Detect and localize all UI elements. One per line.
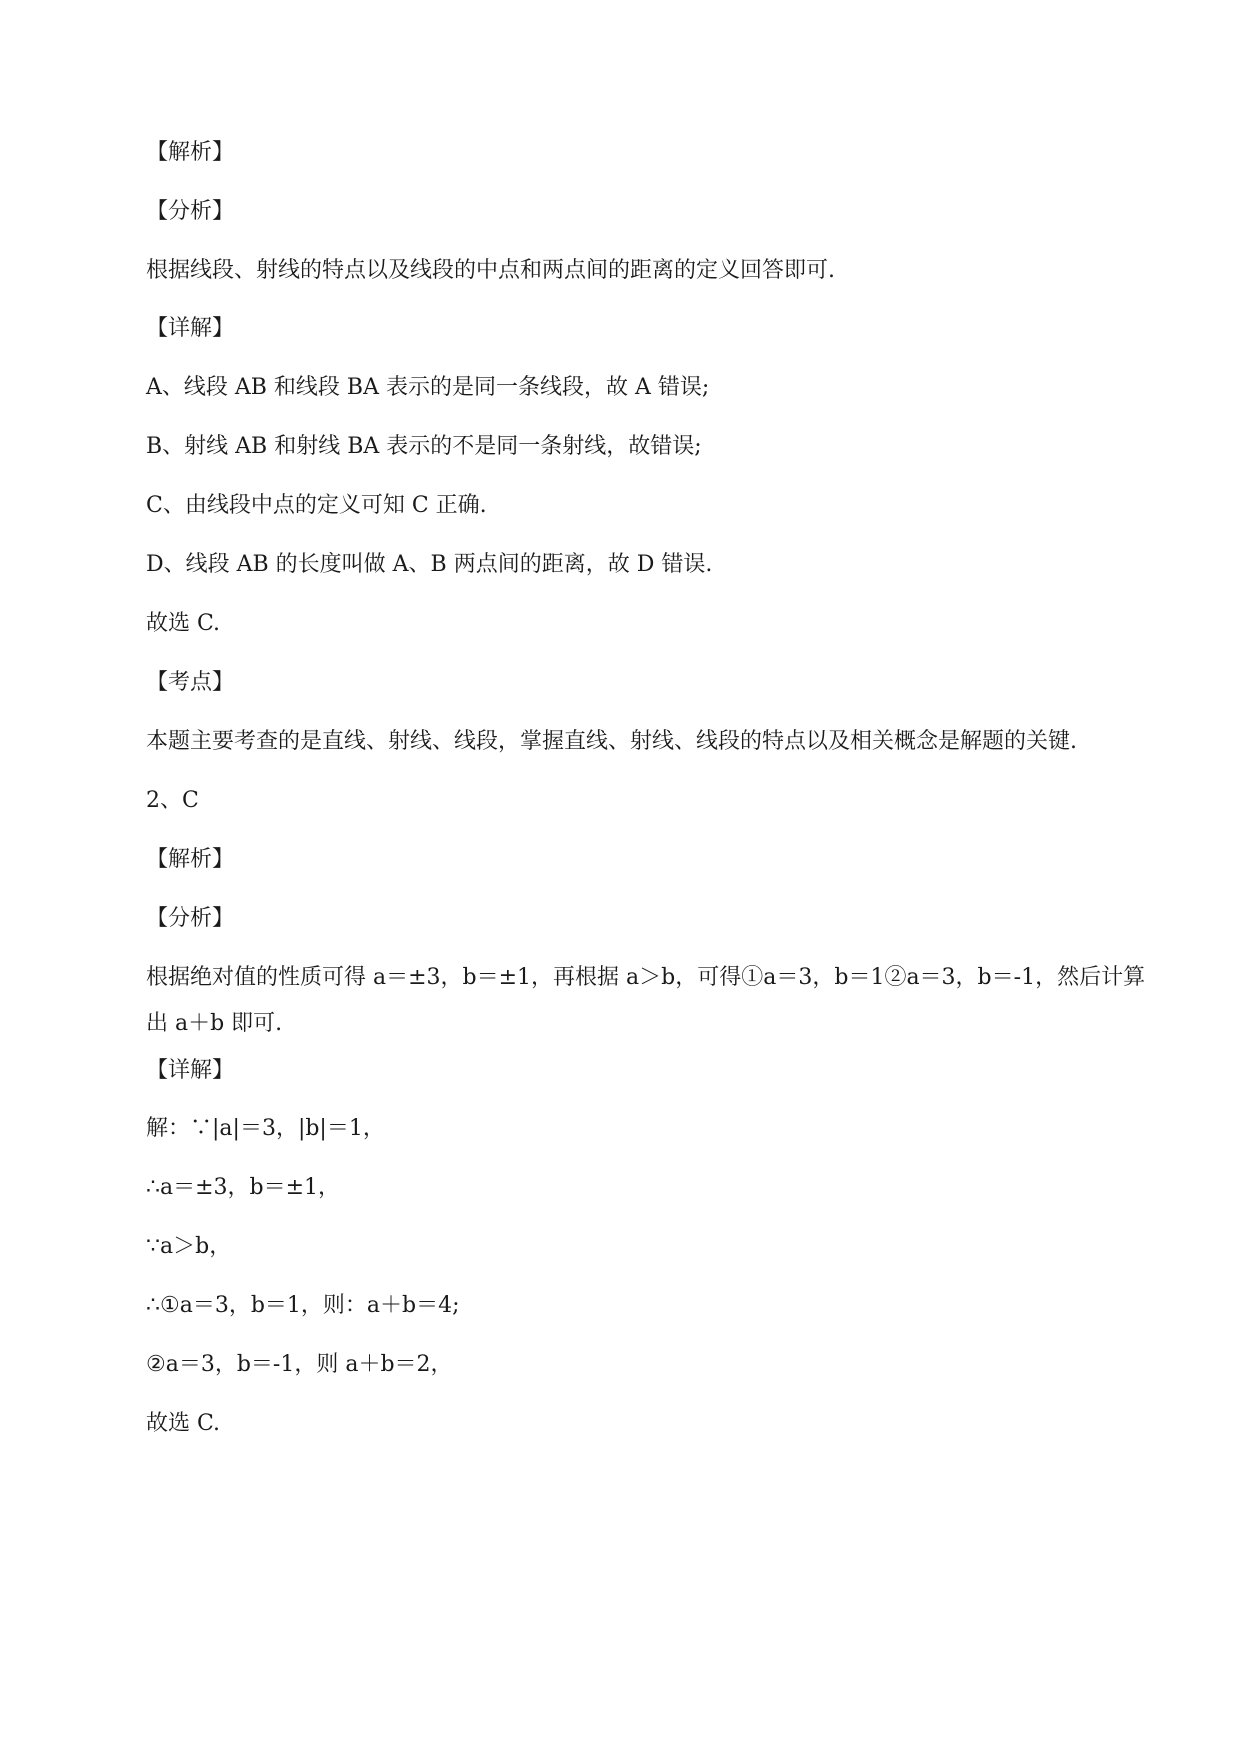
q1-fenxi-heading: 【分析】 — [146, 199, 235, 224]
q2-number: 2、C — [146, 788, 199, 813]
q1-choice: 故选 C. — [146, 611, 221, 636]
q2-xiangjie-heading: 【详解】 — [146, 1058, 235, 1083]
q1-kaodian-heading: 【考点】 — [146, 670, 235, 695]
q1-jiexi-heading: 【解析】 — [146, 140, 235, 165]
q2-step-1: 解：∵|a|＝3，|b|＝1， — [146, 1116, 385, 1141]
q2-jiexi-heading: 【解析】 — [146, 847, 235, 872]
q2-step-2: ∴a＝±3，b＝±1， — [146, 1175, 341, 1200]
q2-step-4: ∴①a＝3，b＝1，则：a＋b＝4; — [146, 1293, 460, 1318]
q1-option-b: B、射线 AB 和射线 BA 表示的不是同一条射线，故错误; — [146, 434, 702, 459]
q1-analysis-text: 根据线段、射线的特点以及线段的中点和两点间的距离的定义回答即可. — [146, 258, 835, 283]
q1-xiangjie-heading: 【详解】 — [146, 316, 235, 341]
q2-step-5: ②a＝3，b＝-1，则 a＋b＝2， — [146, 1352, 453, 1377]
q2-choice: 故选 C. — [146, 1411, 221, 1436]
q1-option-d: D、线段 AB 的长度叫做 A、B 两点间的距离，故 D 错误. — [146, 552, 713, 577]
q2-step-3: ∵a＞b， — [146, 1234, 232, 1259]
q1-kaodian-text: 本题主要考查的是直线、射线、线段，掌握直线、射线、线段的特点以及相关概念是解题的关键. — [146, 729, 1077, 754]
q2-analysis-text: 根据绝对值的性质可得 a＝±3，b＝±1，再根据 a＞b，可得①a＝3，b＝1②a＝3，b＝-1，然后计算出 a＋b 即可. — [146, 965, 1146, 1036]
q1-option-a: A、线段 AB 和线段 BA 表示的是同一条线段，故 A 错误; — [146, 375, 710, 400]
q1-option-c: C、由线段中点的定义可知 C 正确. — [146, 493, 487, 518]
q2-fenxi-heading: 【分析】 — [146, 906, 235, 931]
